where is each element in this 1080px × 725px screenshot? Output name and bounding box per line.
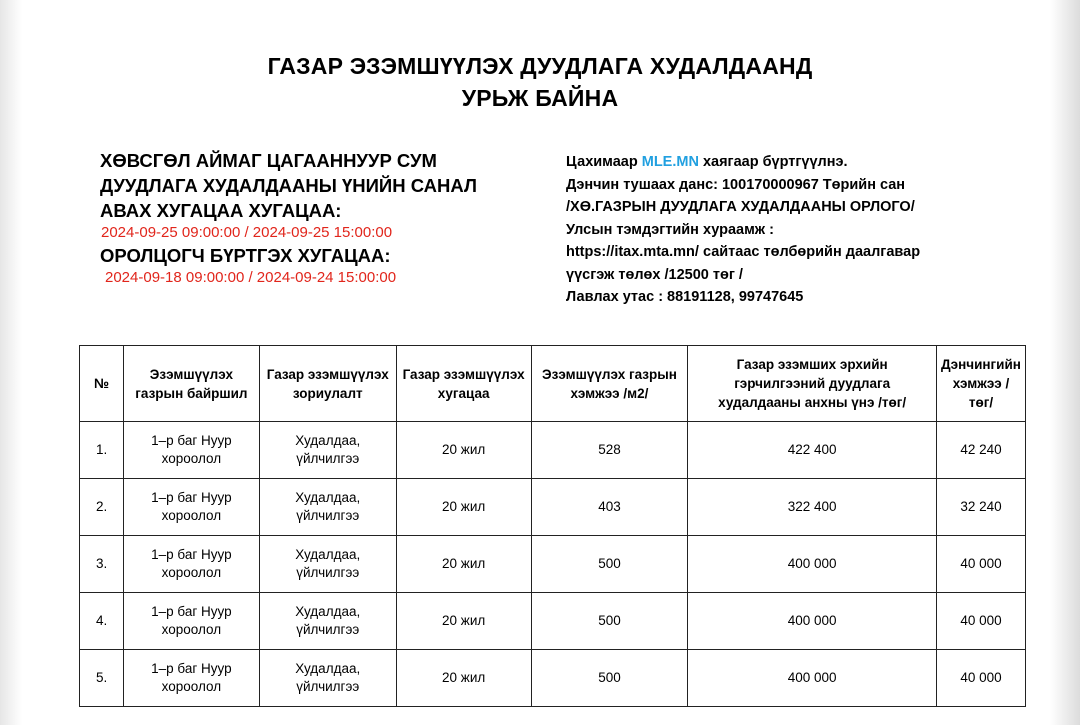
header-starting-price: Газар эзэмших эрхийн гэрчилгээний дуудлага худалдааны анхны үнэ /төг/: [688, 346, 937, 422]
row-deposit: 40 000: [936, 650, 1025, 707]
row-starting-price: 322 400: [688, 479, 937, 536]
header-area: Эзэмшүүлэх газрын хэмжээ /м2/: [531, 346, 688, 422]
row-purpose: Худалдаа, үйлчилгээ: [259, 479, 396, 536]
deposit-account-name: /ХӨ.ГАЗРЫН ДУУДЛАГА ХУДАЛДААНЫ ОРЛОГО/: [566, 199, 915, 215]
header-location: Эзэмшүүлэх газрын байршил: [123, 346, 259, 422]
row-deposit: 42 240: [936, 422, 1025, 479]
table-row: [80, 650, 1026, 707]
header-number: №: [80, 346, 124, 422]
registration-period: 2024-09-18 09:00:00 / 2024-09-24 15:00:00: [105, 269, 397, 286]
row-location: 1–р баг Нуур хороолол: [123, 422, 259, 479]
row-starting-price: 400 000: [688, 536, 937, 593]
row-starting-price: 400 000: [688, 593, 937, 650]
registration-info-block: [566, 151, 1006, 309]
row-number: 4.: [80, 593, 124, 650]
land-auction-table: [79, 345, 1026, 707]
row-purpose: Худалдаа, үйлчилгээ: [259, 593, 396, 650]
auction-period-block: [100, 148, 520, 288]
title-line-2: УРЬЖ БАЙНА: [461, 85, 619, 111]
row-purpose: Худалдаа, үйлчилгээ: [259, 650, 396, 707]
deposit-account-line: Дэнчин тушаах данс: 100170000967 Төрийн сан: [566, 176, 906, 193]
row-duration: 20 жил: [396, 479, 531, 536]
stamp-fee-amount: үүсгэж төлөх /12500 төг /: [566, 266, 743, 283]
row-deposit: 40 000: [936, 593, 1025, 650]
page-title: [0, 50, 1080, 114]
row-duration: 20 жил: [396, 593, 531, 650]
row-area: 500: [531, 650, 688, 707]
row-area: 500: [531, 593, 688, 650]
row-location: 1–р баг Нуур хороолол: [123, 536, 259, 593]
register-site-link[interactable]: MLE.MN: [641, 154, 699, 170]
header-deposit: Дэнчингийн хэмжээ /төг/: [936, 346, 1025, 422]
row-starting-price: 400 000: [688, 650, 937, 707]
stamp-fee-url-line: https://itax.mta.mn/ сайтаас төлбөрийн даалгавар: [566, 244, 921, 260]
location-heading-line-1: ХӨВСГӨЛ АЙМАГ ЦАГААННУУР СУМ: [100, 150, 437, 171]
row-deposit: 32 240: [936, 479, 1025, 536]
row-duration: 20 жил: [396, 536, 531, 593]
row-starting-price: 422 400: [688, 422, 937, 479]
register-line: [566, 151, 1006, 174]
row-area: 528: [531, 422, 688, 479]
offer-period: 2024-09-25 09:00:00 / 2024-09-25 15:00:00: [101, 224, 393, 241]
title-line-1: ГАЗАР ЭЗЭМШҮҮЛЭХ ДУУДЛАГА ХУДАЛДААНД: [267, 53, 813, 79]
row-purpose: Худалдаа, үйлчилгээ: [259, 536, 396, 593]
row-area: 500: [531, 536, 688, 593]
location-heading-line-3: АВАХ ХУГАЦАА ХУГАЦАА:: [100, 200, 342, 221]
row-duration: 20 жил: [396, 422, 531, 479]
row-number: 5.: [80, 650, 124, 707]
table-row: [80, 422, 1026, 479]
row-number: 1.: [80, 422, 124, 479]
register-prefix: Цахимаар: [566, 154, 642, 170]
table-row: [80, 593, 1026, 650]
header-purpose: Газар эзэмшүүлэх зориулалт: [259, 346, 396, 422]
row-area: 403: [531, 479, 688, 536]
stamp-fee-label: Улсын тэмдэгтийн хураамж :: [566, 221, 774, 238]
row-location: 1–р баг Нуур хороолол: [123, 479, 259, 536]
row-duration: 20 жил: [396, 650, 531, 707]
header-duration: Газар эзэмшүүлэх хугацаа: [396, 346, 531, 422]
row-purpose: Худалдаа, үйлчилгээ: [259, 422, 396, 479]
row-number: 3.: [80, 536, 124, 593]
row-location: 1–р баг Нуур хороолол: [123, 593, 259, 650]
row-number: 2.: [80, 479, 124, 536]
table-row: [80, 536, 1026, 593]
contact-phone-line: Лавлах утас : 88191128, 99747645: [566, 289, 804, 305]
registration-heading: ОРОЛЦОГЧ БҮРТГЭХ ХУГАЦАА:: [100, 245, 391, 266]
location-heading-line-2: ДУУДЛАГА ХУДАЛДААНЫ ҮНИЙН САНАЛ: [100, 175, 477, 196]
table-row: [80, 479, 1026, 536]
table-header-row: [80, 346, 1026, 422]
row-deposit: 40 000: [936, 536, 1025, 593]
row-location: 1–р баг Нуур хороолол: [123, 650, 259, 707]
register-suffix: хаягаар бүртгүүлнэ.: [698, 154, 848, 170]
